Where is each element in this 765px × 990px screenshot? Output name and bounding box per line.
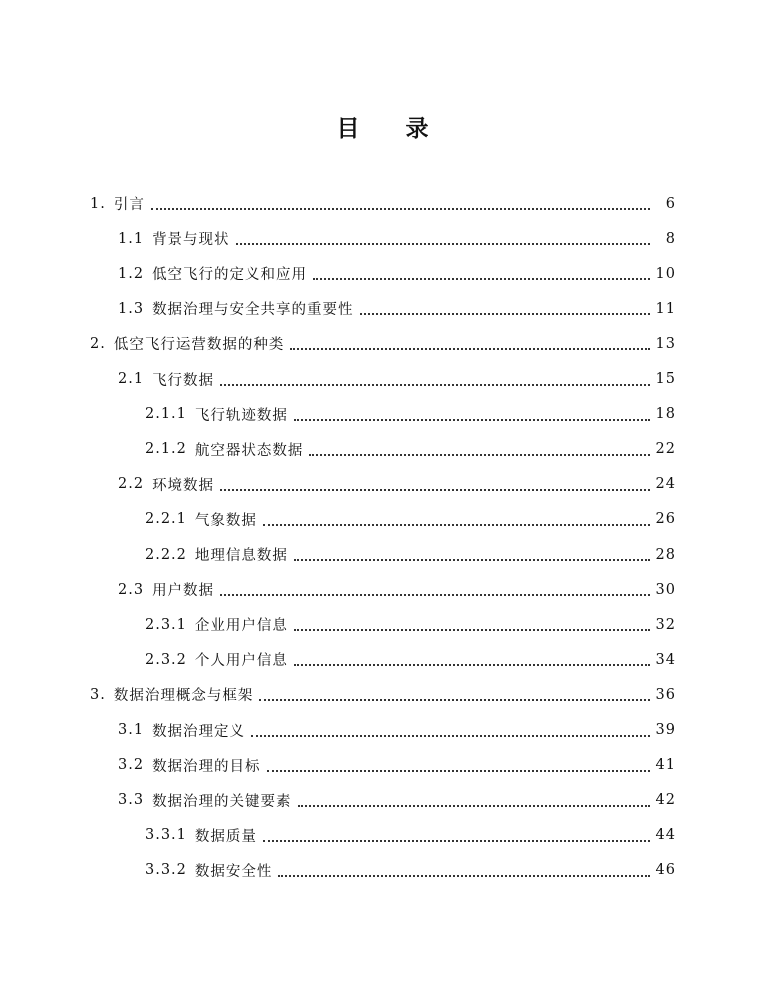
toc-entry[interactable] bbox=[145, 607, 676, 642]
toc-entry-page-number: 8 bbox=[665, 230, 676, 247]
toc-entry-number: 2. bbox=[90, 335, 106, 352]
toc-entry[interactable] bbox=[118, 467, 676, 502]
toc-entry-label: 飞行数据 bbox=[152, 369, 216, 390]
toc-entry-page-number: 13 bbox=[655, 335, 676, 352]
dot-leader bbox=[278, 874, 650, 877]
dot-leader bbox=[294, 628, 650, 631]
toc-entry-page-number: 22 bbox=[655, 441, 676, 458]
toc-entry-page-number: 11 bbox=[655, 300, 676, 317]
dot-leader bbox=[220, 593, 650, 596]
toc-entry-label: 数据治理概念与框架 bbox=[114, 684, 256, 705]
toc-entry[interactable] bbox=[90, 677, 676, 712]
dot-leader bbox=[294, 558, 650, 561]
toc-entry-label: 低空飞行的定义和应用 bbox=[152, 263, 309, 284]
dot-leader bbox=[251, 734, 650, 737]
toc-entry-label: 数据质量 bbox=[195, 825, 259, 846]
toc-entry[interactable] bbox=[90, 186, 676, 221]
toc-entry-label: 背景与现状 bbox=[152, 228, 232, 249]
toc-entry-label: 用户数据 bbox=[152, 579, 216, 600]
toc-entry[interactable] bbox=[145, 397, 676, 432]
toc-entry-number: 2.2.1 bbox=[145, 511, 187, 528]
dot-leader bbox=[263, 839, 650, 842]
toc-entry-label: 数据治理的关键要素 bbox=[152, 790, 294, 811]
toc-entry-number: 1.2 bbox=[118, 265, 145, 282]
toc-entry-label: 数据治理的目标 bbox=[152, 755, 263, 776]
toc-entry[interactable] bbox=[118, 783, 676, 818]
dot-leader bbox=[290, 347, 650, 350]
toc-entry-page-number: 32 bbox=[655, 616, 676, 633]
toc-entry-number: 3.3 bbox=[118, 792, 145, 809]
toc-entry-number: 3.3.2 bbox=[145, 862, 187, 879]
toc-entry[interactable] bbox=[118, 221, 676, 256]
toc-entry[interactable] bbox=[90, 326, 676, 361]
dot-leader bbox=[151, 207, 650, 210]
toc-entry-label: 数据治理与安全共享的重要性 bbox=[152, 298, 356, 319]
title-char-2: 录 bbox=[405, 116, 429, 142]
toc-entry-page-number: 44 bbox=[655, 827, 676, 844]
toc-entry-number: 3. bbox=[90, 686, 106, 703]
toc-entry-label: 气象数据 bbox=[195, 509, 259, 530]
toc-entry[interactable] bbox=[118, 748, 676, 783]
toc-entry-label: 环境数据 bbox=[152, 474, 216, 495]
toc-entry-page-number: 39 bbox=[655, 722, 676, 738]
toc-entry-label: 数据治理定义 bbox=[152, 720, 247, 741]
toc-entry-page-number: 28 bbox=[655, 546, 676, 563]
toc-entry[interactable] bbox=[118, 713, 676, 748]
toc-entry[interactable] bbox=[145, 853, 676, 888]
dot-leader bbox=[294, 418, 650, 421]
page-title bbox=[0, 110, 765, 143]
toc-entry-page-number: 34 bbox=[655, 651, 676, 668]
toc-entry-page-number: 24 bbox=[655, 476, 676, 493]
dot-leader bbox=[313, 277, 650, 280]
dot-leader bbox=[259, 698, 650, 701]
toc-entry-label: 企业用户信息 bbox=[195, 614, 290, 635]
toc-entry[interactable] bbox=[118, 572, 676, 607]
toc-entry-number: 3.3.1 bbox=[145, 827, 187, 844]
toc-entry-label: 低空飞行运营数据的种类 bbox=[114, 333, 287, 354]
toc-entry-number: 2.3 bbox=[118, 581, 145, 598]
toc-entry-number: 2.3.1 bbox=[145, 616, 187, 633]
dot-leader bbox=[236, 242, 650, 245]
toc-entry-label: 数据安全性 bbox=[195, 860, 275, 881]
title-char-1: 目 bbox=[336, 116, 360, 142]
toc-entry-page-number: 10 bbox=[655, 265, 676, 282]
toc-entry-page-number: 6 bbox=[665, 195, 676, 212]
dot-leader bbox=[220, 488, 650, 491]
toc-entry-page-number: 30 bbox=[655, 581, 676, 598]
toc-entry[interactable] bbox=[118, 256, 676, 291]
toc-entry[interactable] bbox=[118, 291, 676, 326]
dot-leader bbox=[263, 523, 650, 526]
dot-leader bbox=[298, 804, 650, 807]
toc-entry-number: 3.1 bbox=[118, 722, 145, 738]
toc-entry-number: 2.1.2 bbox=[145, 441, 187, 458]
toc-entry-number: 1.1 bbox=[118, 230, 145, 247]
toc-entry-number: 2.2 bbox=[118, 476, 145, 493]
toc-entry-label: 航空器状态数据 bbox=[195, 439, 306, 460]
dot-leader bbox=[294, 663, 650, 666]
toc-entry-page-number: 42 bbox=[655, 792, 676, 809]
toc-entry-page-number: 15 bbox=[655, 371, 676, 387]
toc-entry-label: 飞行轨迹数据 bbox=[195, 404, 290, 425]
dot-leader bbox=[220, 383, 650, 386]
toc-entry-number: 2.1.1 bbox=[145, 406, 187, 423]
toc-entry-page-number: 46 bbox=[655, 862, 676, 879]
dot-leader bbox=[360, 312, 650, 315]
toc-entry[interactable] bbox=[145, 818, 676, 853]
toc-entry-page-number: 18 bbox=[655, 406, 676, 423]
toc-entry-page-number: 41 bbox=[655, 757, 676, 774]
toc-entry[interactable] bbox=[145, 432, 676, 467]
toc-entry-number: 3.2 bbox=[118, 757, 145, 774]
toc-entry-number: 2.2.2 bbox=[145, 546, 187, 563]
toc-entry[interactable] bbox=[145, 642, 676, 677]
toc-entry-page-number: 36 bbox=[655, 686, 676, 703]
toc-entry-number: 2.3.2 bbox=[145, 651, 187, 668]
toc-entry-number: 1.3 bbox=[118, 300, 145, 317]
toc-entry[interactable] bbox=[145, 502, 676, 537]
toc-entry[interactable] bbox=[145, 537, 676, 572]
dot-leader bbox=[309, 453, 650, 456]
dot-leader bbox=[267, 769, 650, 772]
toc-entry-label: 个人用户信息 bbox=[195, 649, 290, 670]
toc-entry-number: 2.1 bbox=[118, 371, 145, 387]
toc-entry-page-number: 26 bbox=[655, 511, 676, 528]
toc-entry-label: 地理信息数据 bbox=[195, 544, 290, 565]
toc-entry-number: 1. bbox=[90, 195, 106, 212]
toc-entry-label: 引言 bbox=[114, 193, 147, 214]
toc-entry[interactable] bbox=[118, 362, 676, 397]
